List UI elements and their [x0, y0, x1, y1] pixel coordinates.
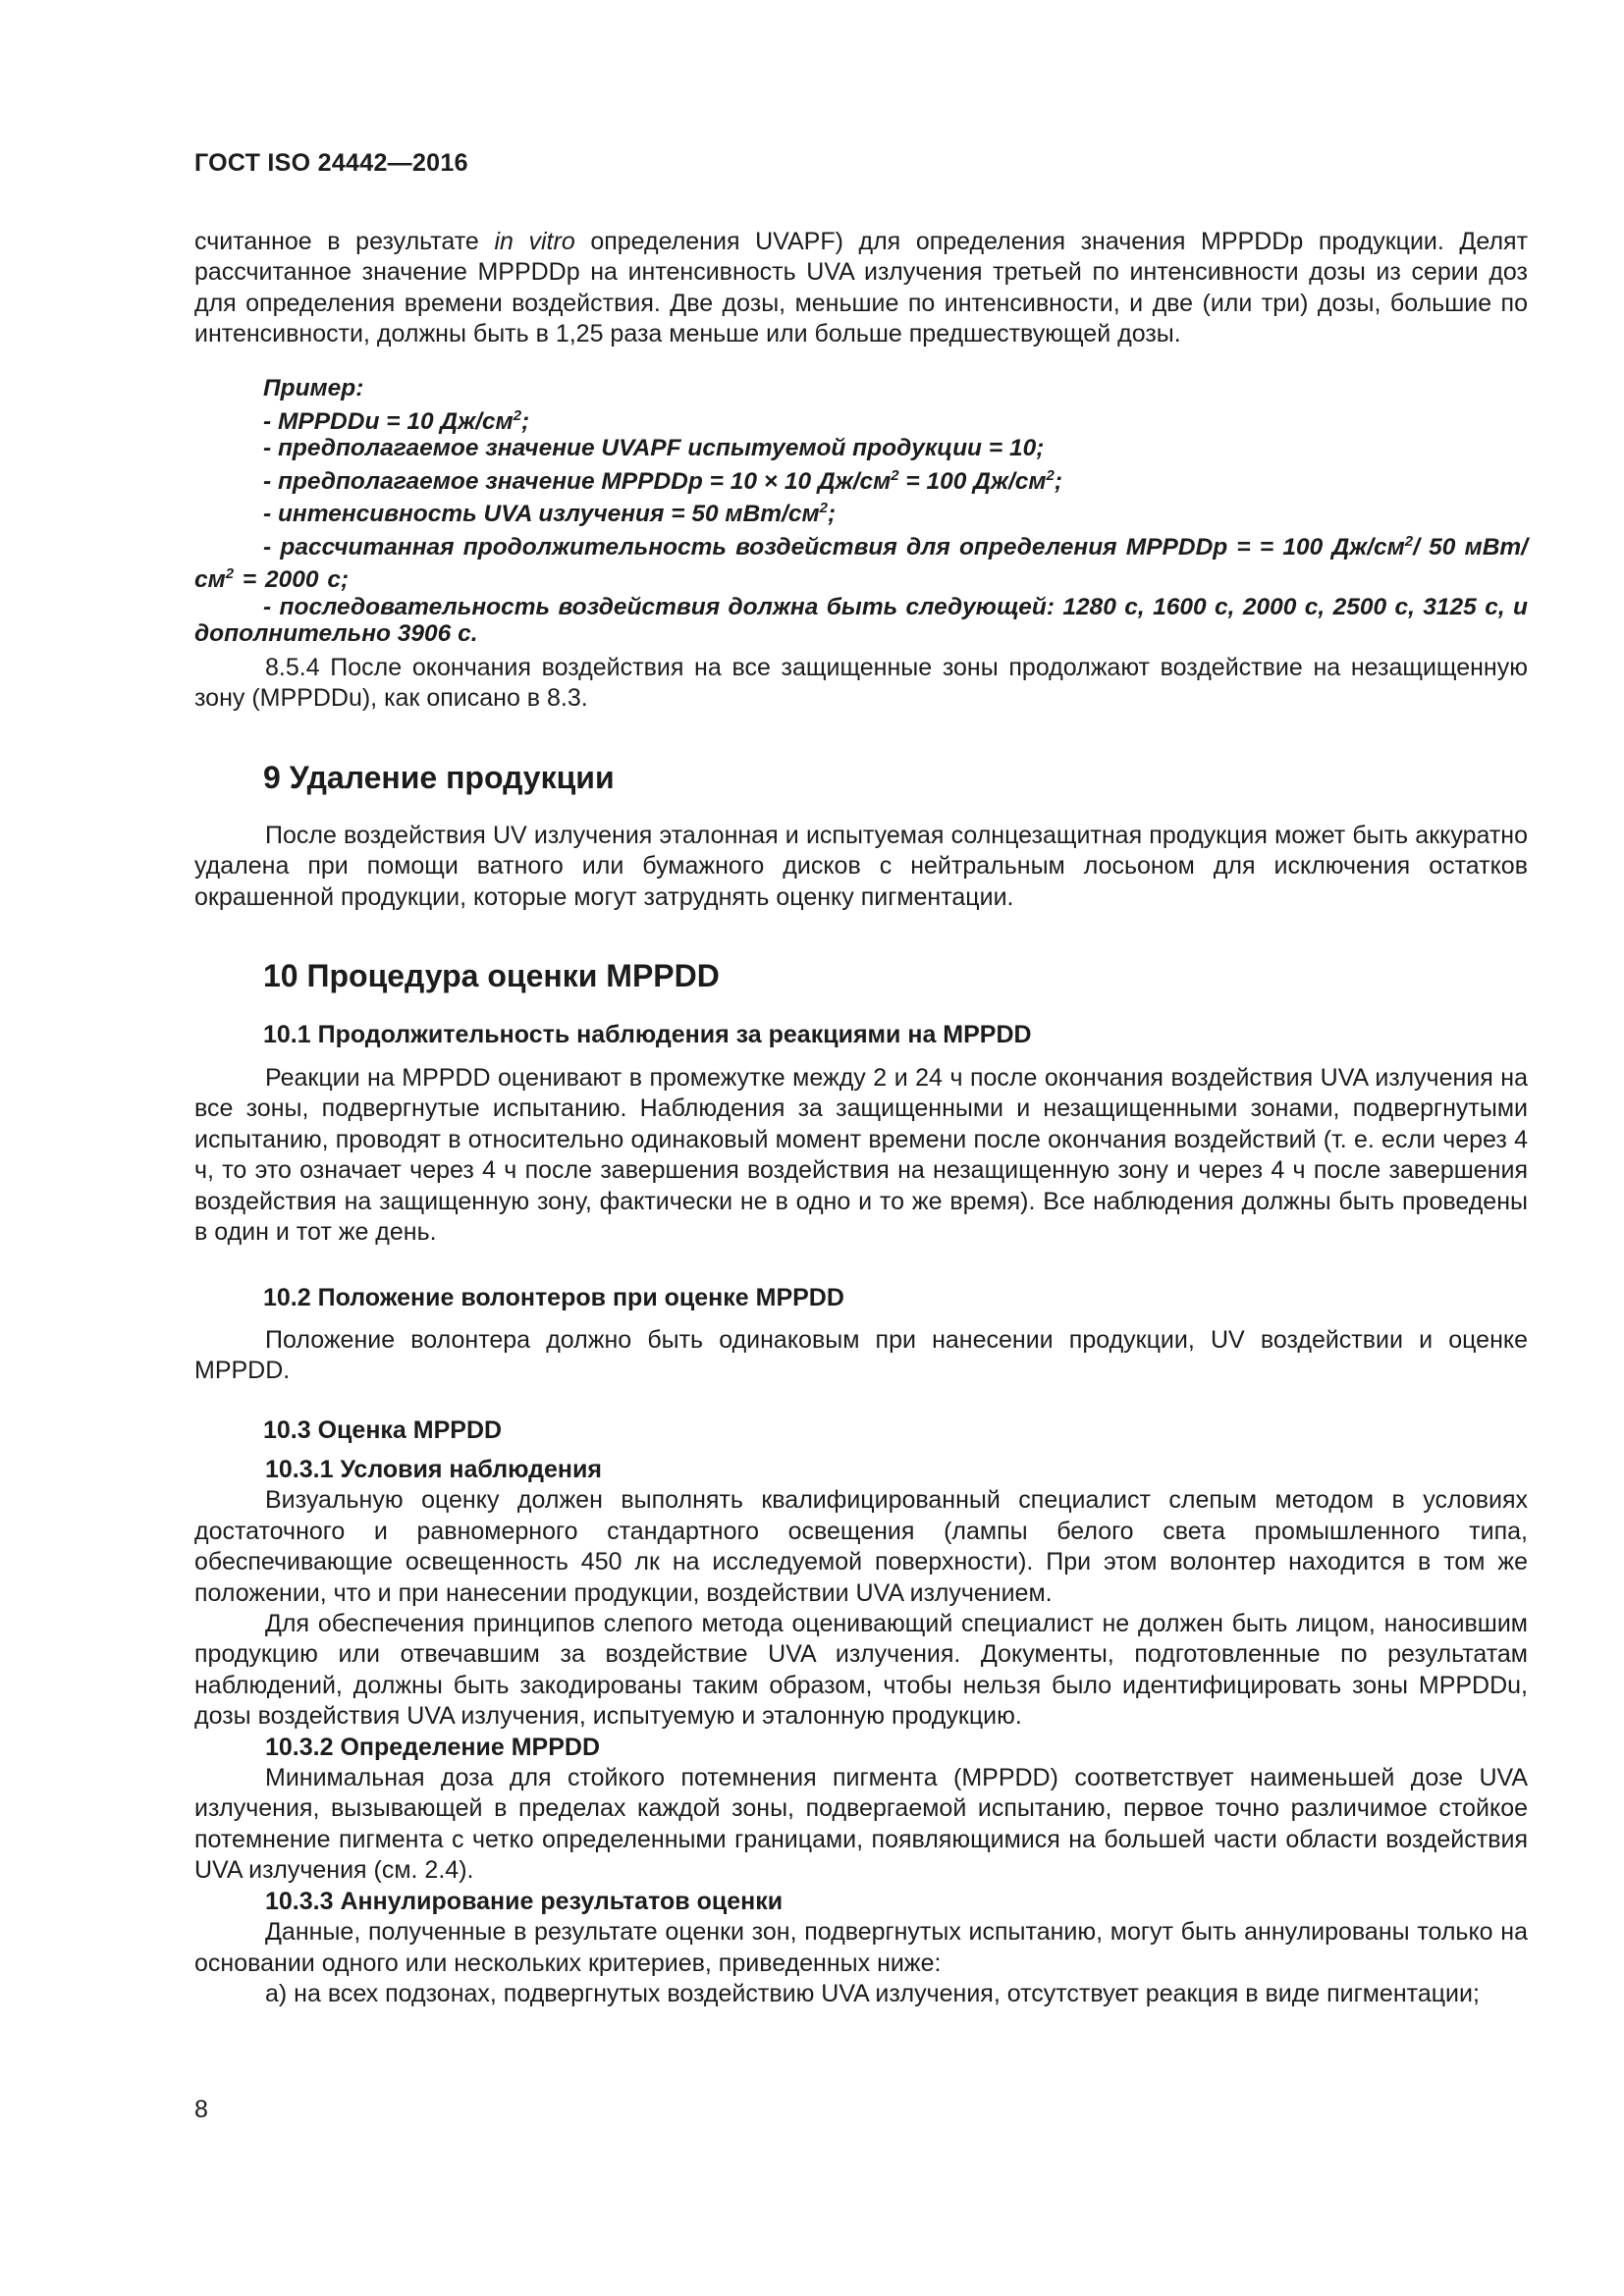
standard-header: ГОСТ ISO 24442—2016 [194, 149, 468, 177]
section-9-text: После воздействия UV излучения эталонная и испытуемая солнцезащитная продукция может быть аккуратно удалена при помощи ватного или бумажного дисков с нейтральным лосьоном для исключения остатков окрашенной продукции, которые могут затруднять оценку пигментации. [194, 822, 1528, 911]
section-10-3-2-title: 10.3.2 Определение MPPDD [265, 1733, 601, 1761]
example-block [194, 375, 1528, 648]
intro-paragraph: считанное в результате in vitro определения UVAPF) для определения значения MPPDDp продукции. Делят рассчитанное значение MPPDDp на интенсивность UVA излучения третьей по интенсивности дозы из серии доз для определения времени воздействия. Две дозы, меньшие по интенсивности, и две (или три) дозы, большие по интенсивности, должны быть в 1,25 раза меньше или больше предшествующей дозы. [194, 228, 1529, 348]
example-line: - рассчитанная продолжительность воздействия для определения MPPDDp = = 100 $Дж/см^2/$ 50 мВт/$см^2 = 2000$ с; [194, 532, 1528, 593]
section-10-3-3-p1: Данные, полученные в результате оценки зон, подвергнутых испытанию, могут быть аннулированы только на основании одного или нескольких критериев, приведенных ниже: [194, 1918, 1528, 1977]
example-title: Пример: [263, 375, 364, 401]
example-line: - MPPDDu = 10 $Дж/см^2$; [263, 406, 530, 435]
section-10-title: 10 Процедура оценки MPPDD [263, 958, 720, 993]
section-10-1-title: 10.1 Продолжительность наблюдения за реакциями на MPPDD [263, 1021, 1032, 1048]
example-line: - последовательность воздействия должна быть следующей: 1280 с, 1600 с, 2000 с, 2500 с, 3125 с, и дополнительно 3906 с. [194, 593, 1528, 647]
in-vitro-term: in vitro [494, 228, 575, 255]
section-10-3-3-p2: а) на всех подзонах, подвергнутых воздействию UVA излучения, отсутствует реакция в виде пигментации; [265, 1979, 1480, 2007]
section-10-1-text: Реакции на MPPDD оценивают в промежутке между 2 и 24 ч после окончания воздействия UVA излучения на все зоны, подвергнутые испытанию. Наблюдения за защищенными и незащищенными зонами, подвергнутыми испытанию, проводят в относительно одинаковый момент времени после окончания воздействий (т. е. если через 4 ч, то это означает через 4 ч после завершения воздействия на незащищенную зону и через 4 ч после завершения воздействия на защищенную зону, фактически не в одно и то же время). Все наблюдения должны быть проведены в один и тот же день. [194, 1064, 1528, 1247]
page-number: 8 [194, 2096, 208, 2123]
section-10-3-1-title: 10.3.1 Условия наблюдения [265, 1456, 602, 1483]
example-line: - интенсивность UVA излучения = 50 мВт/$см^2$; [263, 500, 837, 527]
section-10-2-text: Положение волонтера должно быть одинаковым при нанесении продукции, UV воздействии и оценке MPPDD. [194, 1326, 1528, 1385]
section-9-title: 9 Удаление продукции [263, 760, 615, 795]
section-10-2-title: 10.2 Положение волонтеров при оценке MPPDD [263, 1284, 844, 1311]
example-line: - предполагаемое значение UVAPF испытуемой продукции = 10; [263, 435, 1045, 461]
section-10-3-1-p1: Визуальную оценку должен выполнять квалифицированный специалист слепым методом в условиях достаточного и равномерного стандартного освещения (лампы белого света промышленного типа, обеспечивающие освещенность 450 лк на исследуемой поверхности). При этом волонтер находится в том же положении, что и при нанесении продукции, воздействии UVA излучением. [194, 1486, 1528, 1607]
section-10-3-body [194, 1455, 1528, 2009]
section-10-3-2-text: Минимальная доза для стойкого потемнения пигмента (MPPDD) соответствует наименьшей дозе UVA излучения, вызывающей в пределах каждой зоны, подвергаемой испытанию, первое точно различимое стойкое потемнение пигмента с четко определенными границами, появляющимися на большей части области воздействия UVA излучения (см. 2.4). [194, 1764, 1528, 1885]
example-line: - предполагаемое значение MPPDDp = 10 × 10 $Дж/см^2 = 100$ $Дж/см^2$; [263, 466, 1063, 495]
paragraph-8-5-4: 8.5.4 После окончания воздействия на все защищенные зоны продолжают воздействие на незащищенную зону (MPPDDu), как описано в 8.3. [194, 654, 1528, 713]
section-10-3-title: 10.3 Оценка MPPDD [263, 1416, 503, 1444]
section-10-3-1-p2: Для обеспечения принципов слепого метода оценивающий специалист не должен быть лицом, наносившим продукцию или отвечавшим за воздействие UVA излучения. Документы, подготовленные по результатам наблюдений, должны быть закодированы таким образом, чтобы нельзя было идентифицировать зоны MPPDDu, дозы воздействия UVA излучения, испытуемую и эталонную продукцию. [194, 1610, 1528, 1731]
section-10-3-3-title: 10.3.3 Аннулирование результатов оценки [265, 1887, 784, 1915]
